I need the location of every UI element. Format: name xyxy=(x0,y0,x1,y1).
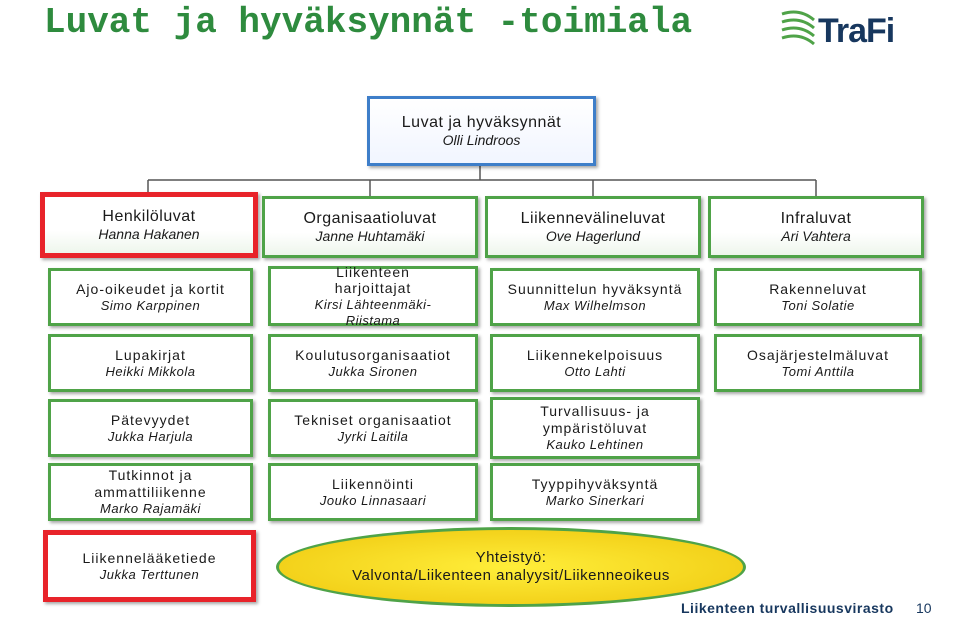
unit-title: Turvallisuus- ja ympäristöluvat xyxy=(540,403,650,437)
unit-box-highlighted xyxy=(43,530,256,602)
unit-box xyxy=(48,334,253,392)
unit-person: Marko Rajamäki xyxy=(100,501,201,516)
unit-title: Suunnittelun hyväksyntä xyxy=(507,280,683,297)
unit-box xyxy=(268,263,478,328)
unit-box xyxy=(490,397,700,459)
unit-person: Jyrki Laitila xyxy=(337,428,409,444)
unit-person: Toni Solatie xyxy=(781,297,855,313)
unit-person: Otto Lahti xyxy=(564,363,626,379)
unit-box xyxy=(268,463,478,521)
unit-person: Jukka Harjula xyxy=(107,428,194,444)
unit-head-title: Henkilöluvat xyxy=(102,208,196,225)
director-title: Luvat ja hyväksynnät xyxy=(401,114,562,131)
unit-person: Heikki Mikkola xyxy=(105,363,196,379)
unit-box xyxy=(714,268,922,326)
unit-person: Marko Sinerkari xyxy=(545,492,645,508)
director-box xyxy=(367,96,596,166)
cooperation-ellipse xyxy=(276,527,746,607)
unit-person: Jouko Linnasaari xyxy=(319,492,427,508)
unit-head-organisaatioluvat xyxy=(262,196,478,258)
cooperation-areas: Valvonta/Liikenteen analyysit/Liikenneoikeus xyxy=(352,567,670,584)
unit-box xyxy=(490,334,700,392)
page-title: Luvat ja hyväksynnät -toimiala xyxy=(44,2,693,43)
unit-head-title: Infraluvat xyxy=(780,210,852,227)
unit-person: Max Wilhelmson xyxy=(543,297,647,313)
unit-title: Liikenteen harjoittajat xyxy=(334,263,412,297)
unit-box xyxy=(490,463,700,521)
unit-title: Lupakirjat xyxy=(115,346,186,363)
unit-head-liikennevalineluvat xyxy=(485,196,701,258)
unit-person: Jukka Terttunen xyxy=(99,566,200,582)
unit-box xyxy=(48,463,253,521)
unit-title: Koulutusorganisaatiot xyxy=(295,346,451,363)
unit-person: Tomi Anttila xyxy=(781,363,855,379)
unit-head-person: Ari Vahtera xyxy=(781,228,851,245)
unit-person: Simo Karppinen xyxy=(100,297,201,313)
unit-box xyxy=(268,399,478,457)
unit-title: Rakenneluvat xyxy=(769,280,867,297)
footer-agency: Liikenteen turvallisuusvirasto xyxy=(681,600,894,616)
unit-person: Jukka Sironen xyxy=(328,363,418,379)
unit-title: Osajärjestelmäluvat xyxy=(747,346,889,363)
unit-box xyxy=(48,268,253,326)
unit-title: Tyyppihyväksyntä xyxy=(531,475,659,492)
unit-person: Kirsi Lähteenmäki-Riistama xyxy=(314,297,432,328)
trafi-logo-text: TraFi xyxy=(818,12,895,50)
unit-head-title: Liikennevälineluvat xyxy=(520,210,666,227)
page-number: 10 xyxy=(916,600,932,616)
unit-head-henkiloluvat xyxy=(40,192,258,258)
unit-person: Kauko Lehtinen xyxy=(546,437,644,452)
unit-title: Liikennöinti xyxy=(331,475,415,492)
unit-head-title: Organisaatioluvat xyxy=(303,210,437,227)
unit-title: Liikennelääketiede xyxy=(82,549,217,566)
unit-title: Liikennekelpoisuus xyxy=(526,346,664,363)
director-person: Olli Lindroos xyxy=(442,132,521,149)
unit-title: Tekniset organisaatiot xyxy=(294,411,452,428)
unit-head-person: Janne Huhtamäki xyxy=(315,228,425,245)
cooperation-title: Yhteistyö: xyxy=(475,549,547,566)
unit-head-person: Ove Hagerlund xyxy=(545,228,641,245)
unit-box xyxy=(268,334,478,392)
unit-box xyxy=(714,334,922,392)
unit-title: Pätevyydet xyxy=(110,411,191,428)
unit-head-person: Hanna Hakanen xyxy=(98,226,200,243)
unit-title: Tutkinnot ja ammattiliikenne xyxy=(94,467,207,501)
unit-title: Ajo-oikeudet ja kortit xyxy=(76,280,225,297)
unit-box xyxy=(48,399,253,457)
unit-box xyxy=(490,268,700,326)
unit-head-infraluvat xyxy=(708,196,924,258)
